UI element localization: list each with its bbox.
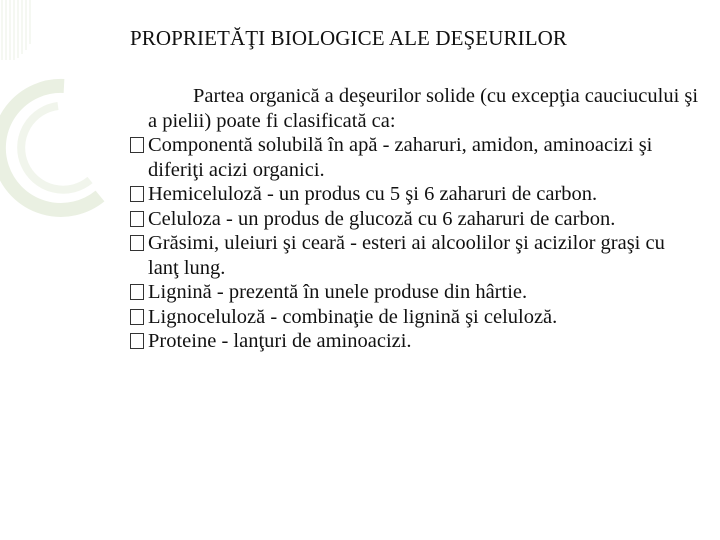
slide-body [130, 84, 700, 354]
list-item [130, 280, 700, 305]
list-item-text: Proteine - lanţuri de aminoacizi. [148, 330, 412, 352]
hollow-square-bullet-icon [130, 211, 144, 227]
hollow-square-bullet-icon [130, 309, 144, 325]
list-item [130, 182, 700, 207]
list-item [130, 207, 700, 232]
hollow-square-bullet-icon [130, 284, 144, 300]
property-list [130, 133, 700, 354]
list-item [130, 231, 700, 280]
intro-paragraph: Partea organică a deşeurilor solide (cu excepţia cauciucului şi a pielii) poate fi clasificată ca: [148, 85, 699, 132]
decorative-arc-inner [21, 106, 90, 190]
list-item [130, 305, 700, 330]
hollow-square-bullet-icon [130, 333, 144, 349]
list-item-text: Lignoceluloză - combinaţie de lignină şi celuloză. [148, 305, 558, 328]
list-item-text: Celuloza - un produs de glucoză cu 6 zaharuri de carbon. [148, 207, 616, 230]
list-item-text: Hemiceluloză - un produs cu 5 şi 6 zaharuri de carbon. [148, 183, 598, 205]
decorative-background-shapes [0, 0, 140, 240]
list-item-text: Lignină - prezentă în unele produse din hârtie. [148, 281, 528, 303]
decorative-stripes [2, 0, 30, 60]
slide-title: PROPRIETĂŢI BIOLOGICE ALE DEŞEURILOR [130, 26, 568, 50]
list-item-text: Grăsimi, uleiuri şi ceară - esteri ai alcoolilor şi acizilor graşi cu lanţ lung. [148, 232, 665, 279]
hollow-square-bullet-icon [130, 186, 144, 202]
hollow-square-bullet-icon [130, 137, 144, 153]
list-item [130, 329, 700, 354]
hollow-square-bullet-icon [130, 235, 144, 251]
list-item [130, 133, 700, 182]
list-item-text: Componentă solubilă în apă - zaharuri, amidon, aminoacizi şi diferiţi acizi organici. [148, 134, 653, 181]
